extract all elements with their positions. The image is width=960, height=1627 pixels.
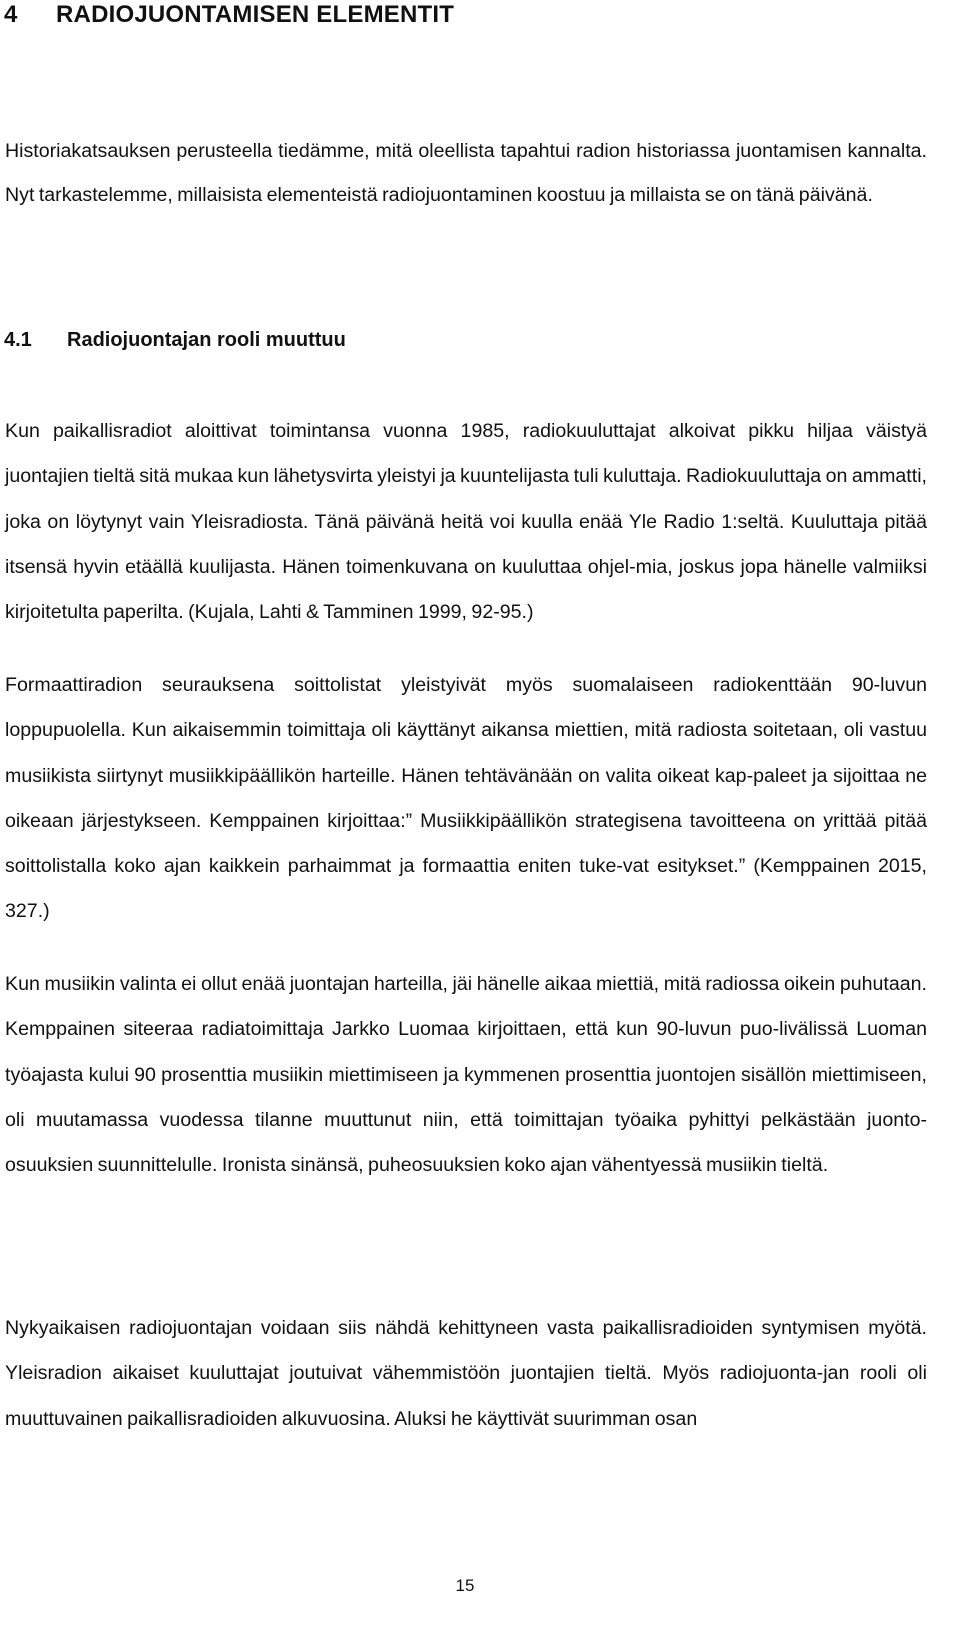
section-heading <box>4 326 346 354</box>
body-paragraph-3: Kun musiikin valinta ei ollut enää juontajan harteilla, jäi hänelle aikaa miettiä, mitä radiossa oikein puhutaan. Kemppainen siteeraa radiatoimittaja Jarkko Luomaa kirjoittaen, että kun 90-luvun puo-livälissä Luoman työajasta kului 90 prosenttia musiikin miettimiseen ja kymmenen prosenttia juontojen sisällön miettimiseen, oli muutamassa vuodessa tilanne muuttunut niin, että toimittajan työaika pyhittyi pelkästään juonto-osuuksien suunnittelulle. Ironista sinänsä, puheosuuksien koko ajan vähentyessä musiikin tieltä. <box>5 973 927 1177</box>
chapter-heading <box>4 0 454 30</box>
section-title: Radiojuontajan rooli muuttuu <box>67 329 346 351</box>
body-paragraph-1: Kun paikallisradiot aloittivat toimintansa vuonna 1985, radiokuuluttajat alkoivat pikku hiljaa väistyä juontajien tieltä sitä mukaa kun lähetysvirta yleistyi ja kuuntelijasta tuli kuluttaja. Radiokuuluttaja on ammatti, joka on löytynyt vain Yleisradiosta. Tänä päivänä heitä voi kuulla enää Yle Radio 1:seltä. Kuuluttaja pitää itsensä hyvin etäällä kuulijasta. Hänen toimenkuvana on kuuluttaa ohjel-mia, joskus jopa hänelle valmiiksi kirjoitetulta paperilta. (Kujala, Lahti & Tamminen 1999, 92-95.) <box>5 420 927 624</box>
chapter-title: RADIOJUONTAMISEN ELEMENTIT <box>56 1 455 28</box>
section-number: 4.1 <box>4 329 32 351</box>
intro-paragraph: Historiakatsauksen perusteella tiedämme, mitä oleellista tapahtui radion historiassa juontamisen kannalta. Nyt tarkastelemme, millaisista elementeistä radiojuontaminen koostuu ja millaista se on tänä päivänä. <box>5 140 927 206</box>
chapter-number: 4 <box>4 1 18 28</box>
body-paragraph-4: Nykyaikaisen radiojuontajan voidaan siis nähdä kehittyneen vasta paikallisradioiden syntymisen myötä. Yleisradion aikaiset kuuluttajat joutuivat vähemmistöön juontajien tieltä. Myös radiojuonta-jan rooli oli muuttuvainen paikallisradioiden alkuvuosina. Aluksi he käyttivät suurimman osan <box>5 1317 927 1430</box>
body-paragraph-2: Formaattiradion seurauksena soittolistat yleistyivät myös suomalaiseen radiokenttään 90-luvun loppupuolella. Kun aikaisemmin toimittaja oli käyttänyt aikansa miettien, mitä radiosta soitetaan, oli vastuu musiikista siirtynyt musiikkipäällikön harteille. Hänen tehtävänään on valita oikeat kap-paleet ja sijoittaa ne oikeaan järjestykseen. Kemppainen kirjoittaa:” Musiikkipäällikön strategisena tavoitteena on yrittää pitää soittolistalla koko ajan kaikkein parhaimmat ja formaattia eniten tuke-vat esitykset.” (Kemppainen 2015, 327.) <box>5 674 927 923</box>
page-number: 15 <box>455 1576 475 1595</box>
